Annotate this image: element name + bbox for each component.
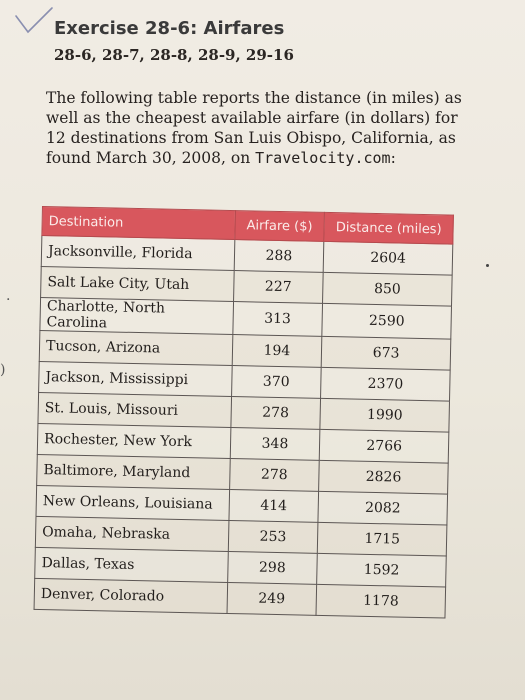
margin-dot: . [6, 288, 11, 304]
cell-destination: Baltimore, Maryland [37, 454, 230, 489]
cell-airfare: 348 [230, 427, 320, 460]
cell-airfare: 227 [233, 271, 323, 304]
cell-distance: 673 [321, 336, 450, 370]
cell-destination: Omaha, Nebraska [35, 516, 228, 551]
cell-airfare: 249 [227, 582, 317, 615]
cell-destination: Tucson, Arizona [39, 330, 232, 365]
cell-airfare: 194 [232, 335, 322, 368]
cell-destination: Salt Lake City, Utah [41, 266, 234, 301]
exercise-description [46, 88, 466, 168]
exercise-references: 28-6, 28-7, 28-8, 28-9, 29-16 [54, 46, 294, 64]
exercise-title: Exercise 28-6: Airfares [54, 18, 285, 39]
cell-distance: 850 [323, 272, 452, 306]
cell-destination: Jackson, Mississippi [39, 361, 232, 396]
cell-distance: 1715 [318, 522, 447, 556]
checkmark-icon [14, 6, 54, 36]
cell-destination: New Orleans, Louisiana [36, 485, 229, 520]
cell-destination: Jacksonville, Florida [41, 236, 234, 271]
cell-airfare: 278 [229, 458, 319, 491]
header-distance: Distance (miles) [324, 212, 453, 244]
cell-distance: 2370 [321, 367, 450, 401]
cell-distance: 2590 [322, 303, 451, 339]
header-destination: Destination [42, 207, 235, 240]
cell-airfare: 288 [234, 240, 324, 273]
cell-destination: St. Louis, Missouri [38, 392, 231, 427]
cell-airfare: 313 [232, 302, 322, 337]
cell-airfare: 414 [228, 489, 318, 522]
airfare-table-wrapper [34, 206, 456, 619]
cell-destination: Dallas, Texas [35, 547, 228, 582]
cell-destination: Charlotte, North Carolina [40, 297, 233, 334]
header-airfare: Airfare ($) [234, 211, 324, 242]
cell-airfare: 253 [228, 520, 318, 553]
cell-destination: Denver, Colorado [34, 578, 227, 613]
cell-distance: 2082 [318, 491, 447, 525]
cell-distance: 1178 [316, 584, 445, 618]
cell-airfare: 298 [227, 551, 317, 584]
description-end: : [390, 149, 396, 167]
cell-distance: 1592 [317, 553, 446, 587]
table-body [34, 236, 453, 619]
cell-airfare: 278 [230, 397, 320, 430]
description-text: The following table reports the distance (in miles) as well as the cheapest available airfare (in dollars) for 12 destinations from San Luis Obispo, California, as found March 30, 2008, on [46, 89, 462, 167]
margin-paren: ) [0, 362, 6, 378]
cell-airfare: 370 [231, 366, 321, 399]
speck-mark [486, 264, 489, 267]
website-name: Travelocity.com [255, 149, 391, 167]
cell-distance: 1990 [320, 398, 449, 432]
cell-distance: 2766 [319, 429, 448, 463]
cell-destination: Rochester, New York [37, 423, 230, 458]
cell-distance: 2604 [323, 241, 452, 275]
airfare-table [34, 206, 454, 619]
cell-distance: 2826 [319, 460, 448, 494]
